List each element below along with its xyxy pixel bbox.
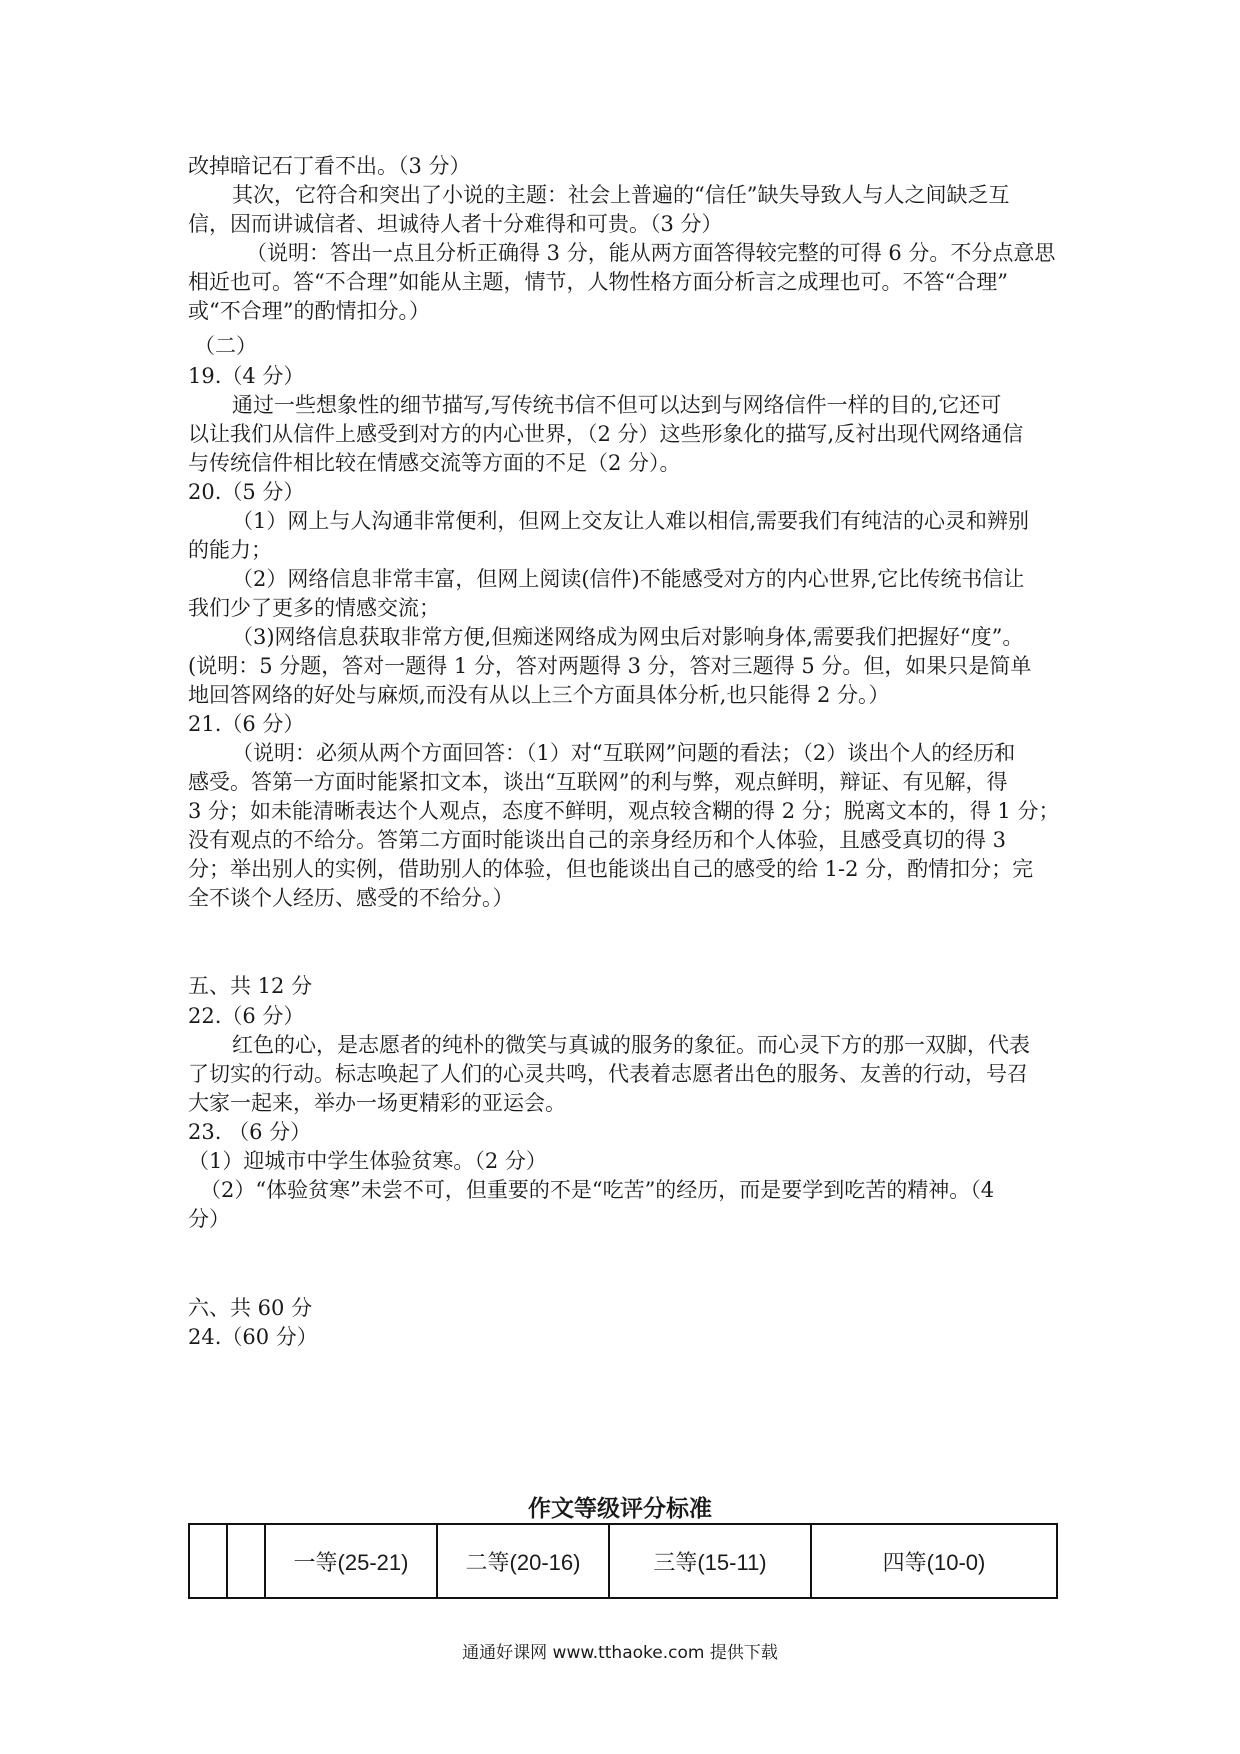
text-line: 或“不合理”的酌情扣分。） [188,299,430,323]
text-line: 分） [188,1207,230,1231]
question-number: 22.（6 分） [188,1004,305,1028]
table-header-cell: 三等(15-11) [609,1524,811,1598]
text-line: 的能力； [188,538,272,562]
text-line: 感受。答第一方面时能紧扣文本，谈出“互联网”的利与弊，观点鲜明，辩证、有见解，得 [188,770,1008,794]
text-line: 相近也可。答“不合理”如能从主题，情节，人物性格方面分析言之成理也可。不答“合理” [188,270,1008,294]
text-line: 3 分；如未能清晰表达个人观点，态度不鲜明，观点较含糊的得 2 分；脱离文本的，得 1 分； [188,799,1060,823]
text-line: 了切实的行动。标志唤起了人们的心灵共鸣，代表着志愿者出色的服务、友善的行动，号召 [188,1062,1028,1086]
table-row [189,1524,1057,1598]
text-line: （1）网上与人沟通非常便利，但网上交友让人难以相信,需要我们有纯洁的心灵和辨别 [232,509,1030,533]
question-number: 20.（5 分） [188,480,305,504]
question-number: 23. （6 分） [188,1120,312,1144]
footer-credit: 通通好课网 www.tthaoke.com 提供下载 [462,1643,778,1663]
grading-table [188,1523,1058,1599]
text-line: 其次，它符合和突出了小说的主题：社会上普遍的“信任”缺失导致人与人之间缺乏互 [232,183,1010,207]
question-number: 19.（4 分） [188,364,305,388]
text-line: （3)网络信息获取非常方便,但痴迷网络成为网虫后对影响身体,需要我们把握好“度”。 [232,625,1024,649]
question-number: 24.（60 分） [188,1325,318,1349]
text-line: 全不谈个人经历、感受的不给分。） [188,886,514,910]
text-line: 改掉暗记石丁看不出。（3 分） [188,154,471,178]
text-line: 以让我们从信件上感受到对方的内心世界，（2 分）这些形象化的描写,反衬出现代网络通信 [188,422,1024,446]
text-line: 分；举出别人的实例，借助别人的体验，但也能谈出自己的感受的给 1-2 分，酌情扣分；完 [188,857,1034,881]
text-line: 通过一些想象性的细节描写,写传统书信不但可以达到与网络信件一样的目的,它还可 [232,393,1002,417]
section-heading: 五、共 12 分 [188,974,313,998]
section-heading: （二） [194,334,257,358]
text-line: （2）网络信息非常丰富，但网上阅读(信件)不能感受对方的内心世界,它比传统书信让 [232,567,1025,591]
text-line: 红色的心，是志愿者的纯朴的微笑与真诚的服务的象征。而心灵下方的那一双脚，代表 [232,1033,1030,1057]
text-line: 没有观点的不给分。答第二方面时能谈出自己的亲身经历和个人体验，且感受真切的得 3 [188,828,1007,852]
table-header-cell: 四等(10-0) [811,1524,1057,1598]
text-line: （说明：答出一点且分析正确得 3 分，能从两方面答得较完整的可得 6 分。不分点意思 [246,241,1056,265]
table-header-cell: 一等(25-21) [265,1524,437,1598]
section-heading: 六、共 60 分 [188,1296,313,1320]
text-line: 大家一起来，举办一场更精彩的亚运会。 [188,1091,566,1115]
text-line: 与传统信件相比较在情感交流等方面的不足（2 分）。 [188,451,681,475]
text-line: 信，因而讲诚信者、坦诚待人者十分难得和可贵。（3 分） [188,212,723,236]
text-line: （2）“体验贫寒”未尝不可，但重要的不是“吃苦”的经历，而是要学到吃苦的精神。（4 [200,1178,995,1202]
table-title: 作文等级评分标准 [528,1496,712,1522]
question-number: 21.（6 分） [188,712,305,736]
text-line: 地回答网络的好处与麻烦,而没有从以上三个方面具体分析,也只能得 2 分。） [188,683,890,707]
table-header-cell [189,1524,227,1598]
text-line: （1）迎城市中学生体验贫寒。（2 分） [188,1149,547,1173]
text-line: 我们少了更多的情感交流； [188,596,440,620]
text-line: (说明：5 分题，答对一题得 1 分，答对两题得 3 分，答对三题得 5 分。但，如果只是简单 [188,654,1032,678]
table-header-cell: 二等(20-16) [437,1524,609,1598]
text-line: （说明：必须从两个方面回答：（1）对“互联网”问题的看法；（2）谈出个人的经历和 [232,741,1016,765]
table-header-cell [227,1524,265,1598]
